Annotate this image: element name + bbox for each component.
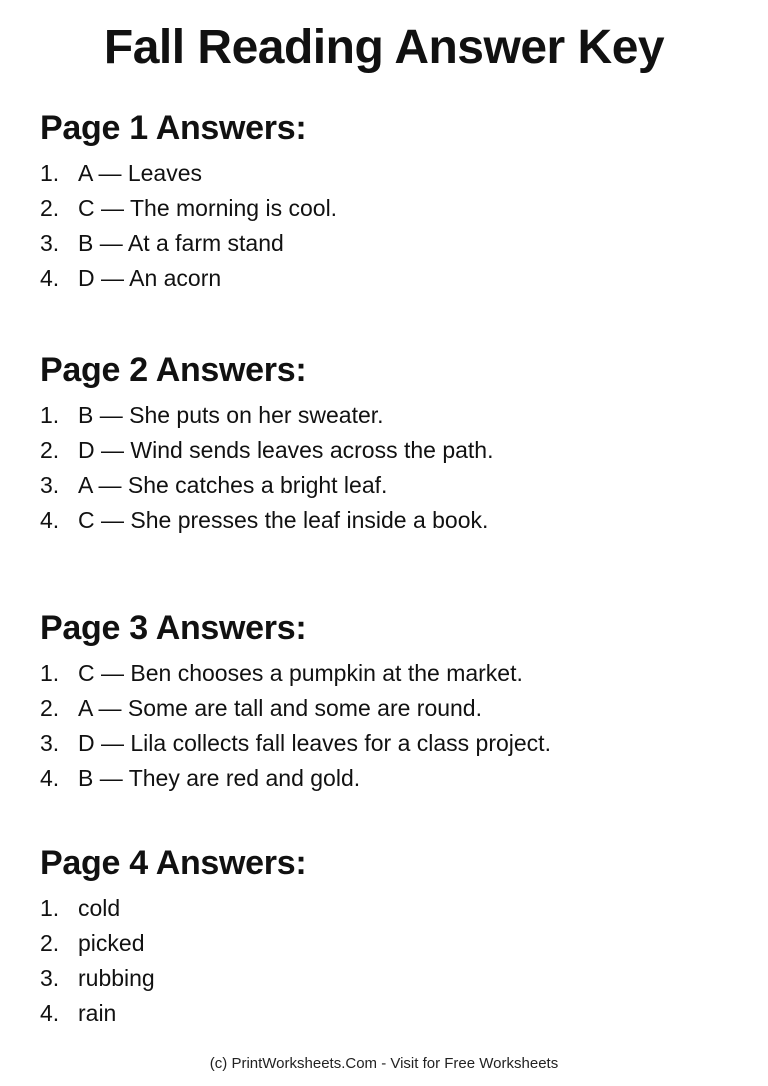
answer-text: A — Leaves <box>78 160 203 186</box>
answer-text: C — She presses the leaf inside a book. <box>78 507 489 533</box>
answer-item <box>40 891 740 926</box>
answer-item <box>40 226 740 261</box>
answer-text: rubbing <box>78 965 155 991</box>
answer-item <box>40 996 740 1031</box>
section-page-1 <box>40 108 740 296</box>
answer-number: 3. <box>40 965 60 991</box>
answer-number: 4. <box>40 765 60 791</box>
section-page-2 <box>40 350 740 538</box>
answer-number: 1. <box>40 160 60 186</box>
answer-number: 4. <box>40 265 60 291</box>
answer-item <box>40 261 740 296</box>
answer-item <box>40 503 740 538</box>
answer-list <box>40 156 740 296</box>
answer-text: D — Lila collects fall leaves for a class project. <box>78 730 551 756</box>
section-heading: Page 1 Answers: <box>40 109 307 147</box>
answer-item <box>40 961 740 996</box>
answer-number: 4. <box>40 507 60 533</box>
answer-number: 4. <box>40 1000 60 1026</box>
answer-number: 1. <box>40 660 60 686</box>
answer-item <box>40 398 740 433</box>
answer-number: 3. <box>40 472 60 498</box>
answer-text: D — An acorn <box>78 265 222 291</box>
answer-text: C — The morning is cool. <box>78 195 338 221</box>
answer-number: 1. <box>40 895 60 921</box>
answer-text: rain <box>78 1000 117 1026</box>
answer-item <box>40 656 740 691</box>
section-page-4 <box>40 843 740 1031</box>
answer-text: picked <box>78 930 145 956</box>
page-title: Fall Reading Answer Key <box>103 21 665 74</box>
answer-number: 3. <box>40 730 60 756</box>
answer-number: 2. <box>40 930 60 956</box>
answer-list <box>40 891 740 1031</box>
answer-text: A — She catches a bright leaf. <box>78 472 388 498</box>
answer-item <box>40 761 740 796</box>
answer-number: 3. <box>40 230 60 256</box>
answer-item <box>40 468 740 503</box>
answer-number: 2. <box>40 437 60 463</box>
answer-item <box>40 726 740 761</box>
answer-number: 1. <box>40 402 60 428</box>
answer-text: B — At a farm stand <box>78 230 284 256</box>
answer-item <box>40 433 740 468</box>
answer-text: cold <box>78 895 121 921</box>
answer-text: D — Wind sends leaves across the path. <box>78 437 494 463</box>
answer-item <box>40 191 740 226</box>
footer-credit: (c) PrintWorksheets.Com - Visit for Free Worksheets <box>209 1055 559 1072</box>
answer-item <box>40 156 740 191</box>
section-heading: Page 4 Answers: <box>40 844 307 882</box>
answer-text: A — Some are tall and some are round. <box>78 695 482 721</box>
answer-list <box>40 656 740 796</box>
answer-text: B — She puts on her sweater. <box>78 402 384 428</box>
answer-item <box>40 926 740 961</box>
section-page-3 <box>40 608 740 796</box>
answer-number: 2. <box>40 195 60 221</box>
answer-text: C — Ben chooses a pumpkin at the market. <box>78 660 523 686</box>
section-heading: Page 2 Answers: <box>40 351 307 389</box>
answer-item <box>40 691 740 726</box>
answer-number: 2. <box>40 695 60 721</box>
answer-list <box>40 398 740 538</box>
section-heading: Page 3 Answers: <box>40 609 307 647</box>
answer-text: B — They are red and gold. <box>78 765 361 791</box>
